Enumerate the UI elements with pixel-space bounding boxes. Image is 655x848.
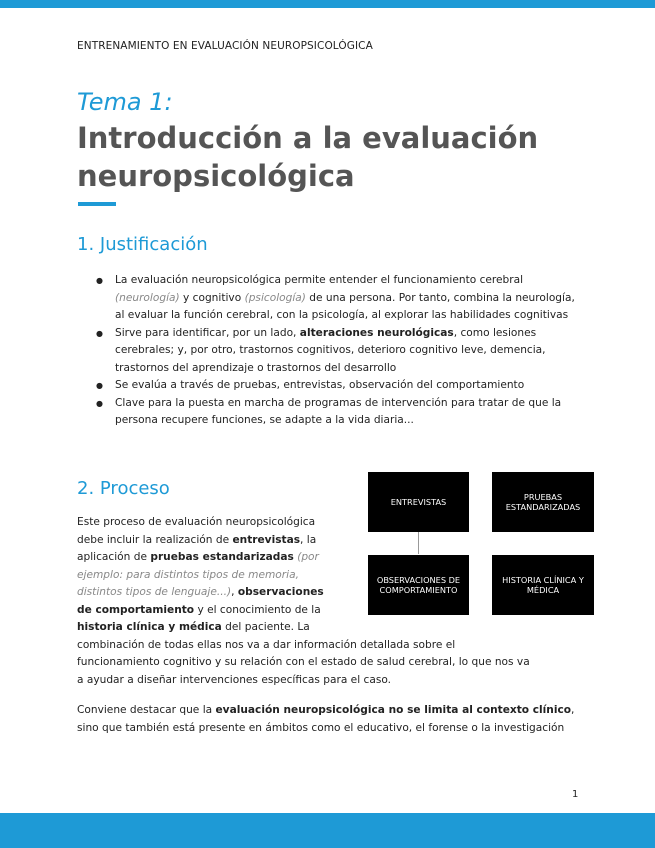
page-number: 1 xyxy=(572,789,579,800)
diagram-box-pruebas: PRUEBAS ESTANDARIZADAS xyxy=(492,472,594,532)
diagram-box-observaciones: OBSERVACIONES DE COMPORTAMIENTO xyxy=(368,555,469,615)
diagram-box-historia: HISTORIA CLÍNICA Y MÉDICA xyxy=(492,555,594,615)
document-header: ENTRENAMIENTO EN EVALUACIÓN NEUROPSICOLÓGICA xyxy=(77,40,373,52)
list-item xyxy=(96,272,576,325)
text-line: Este proceso de evaluación neuropsicológica xyxy=(77,516,316,528)
paragraph-text: , sino que también está presente en ámbitos como el educativo, el forense o la investigación xyxy=(77,704,575,734)
section-heading-proceso: 2. Proceso xyxy=(77,478,170,499)
bullet-bold: alteraciones neurológicas xyxy=(299,326,454,339)
text-line: combinación de todas ellas nos va a dar información detallada sobre el xyxy=(77,638,456,651)
list-item xyxy=(96,395,576,430)
bullet-text: Se evalúa a través de pruebas, entrevistas, observación del comportamiento xyxy=(115,379,525,391)
paragraph-bold: evaluación neuropsicológica no se limita al contexto clínico xyxy=(215,704,572,716)
diagram-connector xyxy=(418,532,419,554)
bullet-text: Sirve para identificar, por un lado, xyxy=(115,326,300,339)
process-diagram xyxy=(368,472,594,616)
text-line: funcionamiento cognitivo y su relación con el estado de salud cerebral, lo que nos va xyxy=(77,656,530,668)
justification-list xyxy=(96,272,576,430)
bullet-text: de una persona. Por tanto, combina la neurología, al evaluar la función cerebral, con la psicología, al explorar las habilidades cognitivas xyxy=(115,291,575,321)
topic-label: Tema 1: xyxy=(77,88,173,116)
context-paragraph xyxy=(77,702,577,737)
text-line: ejemplo: para distintos tipos de memoria, xyxy=(77,568,299,581)
text-line: debe incluir la realización de entrevistas, la xyxy=(77,533,317,546)
text-line: distintos tipos de lenguaje...), observaciones xyxy=(77,586,324,598)
title-underline xyxy=(78,202,116,206)
bullet-text: Clave para la puesta en marcha de programas de intervención para tratar de que la persona recupere funciones, se adapte a la vida diaria... xyxy=(115,396,562,426)
bullet-italic: (neurología) xyxy=(115,291,180,304)
bullet-italic: (psicología) xyxy=(244,291,306,304)
top-accent-bar xyxy=(0,0,655,8)
bullet-text: , como lesiones cerebrales; y, por otro, trastornos cognitivos, deterioro cognitivo leve, demencia, trastornos del aprendizaje o trastornos del desarrollo xyxy=(115,326,546,374)
list-item xyxy=(96,325,576,378)
section-heading-justificacion: 1. Justificación xyxy=(77,234,208,255)
bottom-accent-bar xyxy=(0,813,655,848)
text-line: historia clínica y médica del paciente. La xyxy=(77,621,310,633)
page-title: Introducción a la evaluación neuropsicológica xyxy=(77,121,539,193)
text-line: aplicación de pruebas estandarizadas (por xyxy=(77,551,319,563)
bullet-text: y cognitivo xyxy=(179,291,245,304)
text-line: de comportamiento y el conocimiento de la xyxy=(77,603,321,616)
text-line: a ayudar a diseñar intervenciones específicas para el caso. xyxy=(77,673,392,686)
paragraph-text: Conviene destacar que la xyxy=(77,704,216,716)
bullet-text: La evaluación neuropsicológica permite entender el funcionamiento cerebral xyxy=(115,274,524,286)
diagram-box-entrevistas: ENTREVISTAS xyxy=(368,472,469,532)
list-item xyxy=(96,377,576,395)
